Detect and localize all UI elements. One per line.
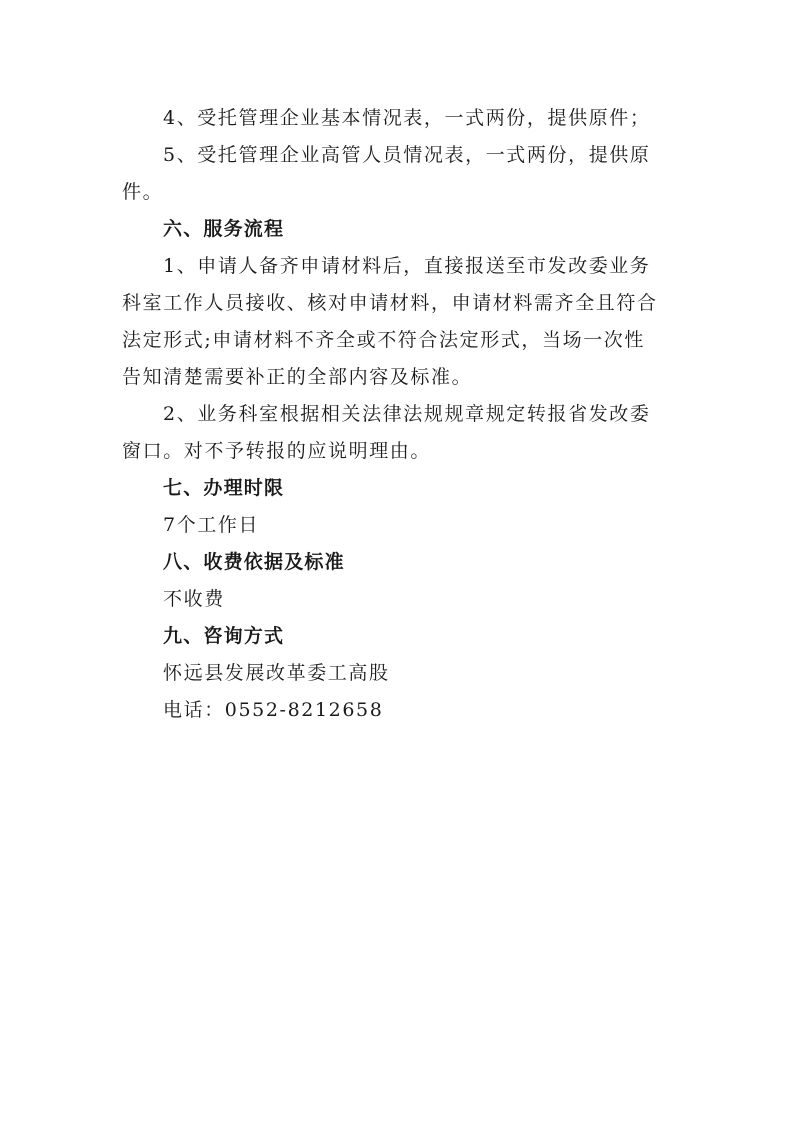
service-step-1-line-2: 科室工作人员接收、核对申请材料，申请材料需齐全且符合 — [122, 292, 658, 314]
service-step-2-line-2: 窗口。对不予转报的应说明理由。 — [122, 440, 432, 462]
fee-text: 不收费 — [163, 588, 225, 610]
service-step-1-line-1: 1、申请人备齐申请材料后，直接报送至市发改委业务 — [163, 255, 651, 277]
material-item-4: 4、受托管理企业基本情况表，一式两份，提供原件； — [163, 107, 651, 129]
material-item-5-line-2: 件。 — [122, 181, 164, 203]
material-item-5-line-1: 5、受托管理企业高管人员情况表，一式两份，提供原 — [163, 144, 651, 166]
service-step-1-line-3: 法定形式;申请材料不齐全或不符合法定形式，当场一次性 — [122, 329, 646, 351]
section-8-heading: 八、收费依据及标准 — [163, 551, 345, 573]
document-body — [122, 100, 682, 729]
section-7-heading: 七、办理时限 — [163, 477, 285, 499]
processing-time-text: 7个工作日 — [163, 514, 260, 536]
contact-phone: 电话：0552-8212658 — [163, 699, 384, 721]
service-step-2-line-1: 2、业务科室根据相关法律法规规章规定转报省发改委 — [163, 403, 651, 425]
section-9-heading: 九、咨询方式 — [163, 625, 285, 647]
contact-office: 怀远县发展改革委工高股 — [163, 662, 390, 684]
service-step-1-line-4: 告知清楚需要补正的全部内容及标准。 — [122, 366, 473, 388]
section-6-heading: 六、服务流程 — [163, 218, 285, 240]
